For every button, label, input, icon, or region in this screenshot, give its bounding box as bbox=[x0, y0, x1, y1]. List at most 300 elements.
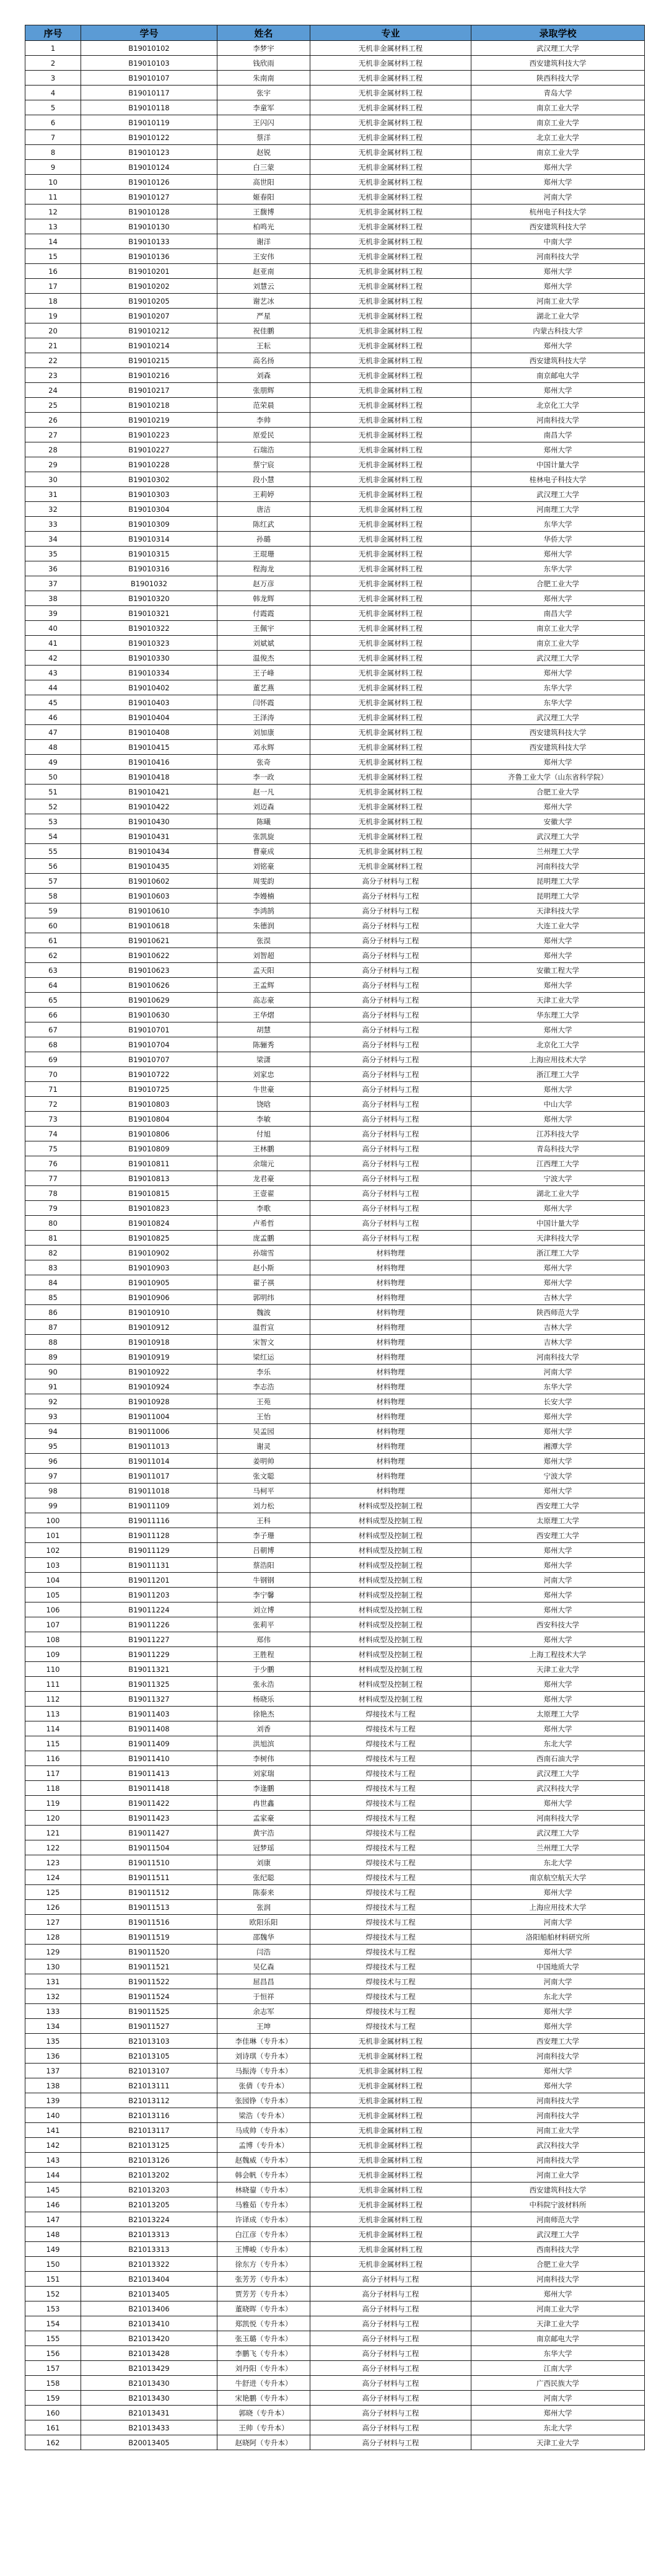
cell-admitted-school: 上海应用技术大学 bbox=[471, 1900, 645, 1915]
cell-major: 无机非金属材料工程 bbox=[310, 71, 471, 86]
cell-admitted-school: 上海应用技术大学 bbox=[471, 1052, 645, 1067]
cell-index: 156 bbox=[25, 2346, 81, 2361]
cell-index: 29 bbox=[25, 457, 81, 472]
table-row bbox=[25, 889, 645, 903]
cell-student-id: B19010622 bbox=[81, 948, 217, 963]
cell-admitted-school: 郑州大学 bbox=[471, 1275, 645, 1290]
cell-admitted-school: 天津工业大学 bbox=[471, 1662, 645, 1677]
cell-index: 8 bbox=[25, 145, 81, 160]
table-row bbox=[25, 2123, 645, 2138]
cell-index: 142 bbox=[25, 2138, 81, 2153]
cell-student-id: B19011519 bbox=[81, 1930, 217, 1945]
cell-index: 9 bbox=[25, 160, 81, 175]
cell-name: 赵万彦 bbox=[217, 576, 310, 591]
table-row bbox=[25, 2406, 645, 2420]
cell-admitted-school: 南京工业大学 bbox=[471, 100, 645, 115]
table-row bbox=[25, 1156, 645, 1171]
cell-major: 无机非金属材料工程 bbox=[310, 145, 471, 160]
cell-admitted-school: 郑州大学 bbox=[471, 1484, 645, 1498]
cell-admitted-school: 河南科技大学 bbox=[471, 2108, 645, 2123]
cell-name: 石瑞浩 bbox=[217, 442, 310, 457]
cell-name: 于恒祥 bbox=[217, 1989, 310, 2004]
cell-admitted-school: 河南大学 bbox=[471, 190, 645, 204]
cell-student-id: B19010905 bbox=[81, 1275, 217, 1290]
cell-index: 74 bbox=[25, 1127, 81, 1141]
cell-admitted-school: 南昌大学 bbox=[471, 428, 645, 442]
cell-index: 93 bbox=[25, 1409, 81, 1424]
cell-student-id: B19010603 bbox=[81, 889, 217, 903]
cell-major: 高分子材料与工程 bbox=[310, 2435, 471, 2450]
cell-student-id: B19010811 bbox=[81, 1156, 217, 1171]
cell-student-id: B19011524 bbox=[81, 1989, 217, 2004]
cell-name: 陈红武 bbox=[217, 517, 310, 532]
table-row bbox=[25, 1558, 645, 1573]
table-row bbox=[25, 1736, 645, 1751]
table-row bbox=[25, 829, 645, 844]
table-row bbox=[25, 1885, 645, 1900]
table-row bbox=[25, 2346, 645, 2361]
cell-student-id: B19010212 bbox=[81, 323, 217, 338]
cell-student-id: B21013429 bbox=[81, 2361, 217, 2376]
cell-admitted-school: 湖北工业大学 bbox=[471, 309, 645, 323]
cell-name: 陈泰来 bbox=[217, 1885, 310, 1900]
table-row bbox=[25, 2257, 645, 2272]
cell-major: 高分子材料与工程 bbox=[310, 1082, 471, 1097]
cell-admitted-school: 郑州大学 bbox=[471, 442, 645, 457]
cell-name: 郭晓（专升本） bbox=[217, 2406, 310, 2420]
table-row bbox=[25, 785, 645, 799]
table-row bbox=[25, 1320, 645, 1335]
cell-admitted-school: 东华大学 bbox=[471, 1379, 645, 1394]
cell-index: 24 bbox=[25, 383, 81, 398]
cell-index: 76 bbox=[25, 1156, 81, 1171]
cell-name: 吴亿森 bbox=[217, 1959, 310, 1974]
cell-major: 无机非金属材料工程 bbox=[310, 606, 471, 621]
cell-student-id: B19011403 bbox=[81, 1707, 217, 1721]
cell-name: 王壹翟 bbox=[217, 1186, 310, 1201]
cell-student-id: B21013126 bbox=[81, 2153, 217, 2168]
cell-name: 王怡 bbox=[217, 1409, 310, 1424]
table-row bbox=[25, 2301, 645, 2316]
table-row bbox=[25, 1186, 645, 1201]
table-row bbox=[25, 353, 645, 368]
cell-name: 朱南南 bbox=[217, 71, 310, 86]
table-row bbox=[25, 740, 645, 755]
cell-major: 材料成型及控制工程 bbox=[310, 1677, 471, 1692]
cell-student-id: B19010217 bbox=[81, 383, 217, 398]
cell-major: 无机非金属材料工程 bbox=[310, 2257, 471, 2272]
cell-admitted-school: 郑州大学 bbox=[471, 279, 645, 294]
cell-index: 133 bbox=[25, 2004, 81, 2019]
cell-index: 18 bbox=[25, 294, 81, 309]
cell-name: 胡慧 bbox=[217, 1022, 310, 1037]
table-row bbox=[25, 1945, 645, 1959]
cell-major: 高分子材料与工程 bbox=[310, 903, 471, 918]
cell-index: 129 bbox=[25, 1945, 81, 1959]
cell-major: 无机非金属材料工程 bbox=[310, 204, 471, 219]
cell-major: 材料成型及控制工程 bbox=[310, 1617, 471, 1632]
cell-name: 卢希哲 bbox=[217, 1216, 310, 1231]
cell-admitted-school: 郑州大学 bbox=[471, 1201, 645, 1216]
cell-index: 53 bbox=[25, 814, 81, 829]
cell-major: 材料物理 bbox=[310, 1469, 471, 1484]
cell-name: 王坤 bbox=[217, 2019, 310, 2034]
table-row bbox=[25, 2004, 645, 2019]
cell-major: 焊接技术与工程 bbox=[310, 1751, 471, 1766]
cell-admitted-school: 郑州大学 bbox=[471, 799, 645, 814]
cell-name: 钱欣雨 bbox=[217, 56, 310, 71]
cell-admitted-school: 内蒙古科技大学 bbox=[471, 323, 645, 338]
cell-index: 78 bbox=[25, 1186, 81, 1201]
cell-student-id: B19011418 bbox=[81, 1781, 217, 1796]
cell-major: 材料物理 bbox=[310, 1424, 471, 1439]
cell-admitted-school: 郑州大学 bbox=[471, 175, 645, 190]
cell-major: 材料物理 bbox=[310, 1335, 471, 1350]
cell-index: 22 bbox=[25, 353, 81, 368]
table-row bbox=[25, 457, 645, 472]
cell-name: 许译成（专升本） bbox=[217, 2212, 310, 2227]
cell-admitted-school: 南京工业大学 bbox=[471, 621, 645, 636]
table-row bbox=[25, 383, 645, 398]
cell-student-id: B21013224 bbox=[81, 2212, 217, 2227]
cell-student-id: B19010912 bbox=[81, 1320, 217, 1335]
cell-admitted-school: 郑州大学 bbox=[471, 1409, 645, 1424]
cell-student-id: B19010315 bbox=[81, 547, 217, 561]
cell-name: 蔡洋 bbox=[217, 130, 310, 145]
cell-student-id: B19010207 bbox=[81, 309, 217, 323]
cell-major: 无机非金属材料工程 bbox=[310, 666, 471, 680]
cell-name: 刘香 bbox=[217, 1721, 310, 1736]
cell-major: 无机非金属材料工程 bbox=[310, 2242, 471, 2257]
cell-admitted-school: 吉林大学 bbox=[471, 1290, 645, 1305]
cell-student-id: B19010321 bbox=[81, 606, 217, 621]
cell-name: 孙璐 bbox=[217, 532, 310, 547]
cell-major: 材料物理 bbox=[310, 1379, 471, 1394]
cell-student-id: B21013420 bbox=[81, 2331, 217, 2346]
cell-student-id: B19011521 bbox=[81, 1959, 217, 1974]
cell-admitted-school: 杭州电子科技大学 bbox=[471, 204, 645, 219]
header-row bbox=[25, 25, 645, 41]
cell-student-id: B19010408 bbox=[81, 725, 217, 740]
cell-admitted-school: 武汉科技大学 bbox=[471, 2138, 645, 2153]
cell-name: 梁潇 bbox=[217, 1052, 310, 1067]
table-row bbox=[25, 1781, 645, 1796]
cell-major: 高分子材料与工程 bbox=[310, 1216, 471, 1231]
table-row bbox=[25, 1870, 645, 1885]
cell-admitted-school: 郑州大学 bbox=[471, 1588, 645, 1602]
table-row bbox=[25, 933, 645, 948]
cell-student-id: B19010804 bbox=[81, 1112, 217, 1127]
table-row bbox=[25, 1959, 645, 1974]
cell-student-id: B19010602 bbox=[81, 874, 217, 889]
admissions-table bbox=[25, 25, 645, 2450]
table-row bbox=[25, 770, 645, 785]
cell-admitted-school: 西安理工大学 bbox=[471, 1498, 645, 1513]
cell-index: 15 bbox=[25, 249, 81, 264]
table-row bbox=[25, 2287, 645, 2301]
cell-name: 王林鹏 bbox=[217, 1141, 310, 1156]
cell-name: 刘力松 bbox=[217, 1498, 310, 1513]
cell-admitted-school: 河南科技大学 bbox=[471, 1811, 645, 1826]
cell-index: 59 bbox=[25, 903, 81, 918]
cell-name: 庞孟鹏 bbox=[217, 1231, 310, 1246]
table-row bbox=[25, 725, 645, 740]
cell-student-id: B19010704 bbox=[81, 1037, 217, 1052]
table-row bbox=[25, 130, 645, 145]
cell-student-id: B19010922 bbox=[81, 1365, 217, 1379]
cell-major: 无机非金属材料工程 bbox=[310, 770, 471, 785]
table-row bbox=[25, 2227, 645, 2242]
table-row bbox=[25, 2078, 645, 2093]
cell-index: 121 bbox=[25, 1826, 81, 1840]
table-row bbox=[25, 1796, 645, 1811]
cell-name: 余志军 bbox=[217, 2004, 310, 2019]
cell-index: 105 bbox=[25, 1588, 81, 1602]
cell-index: 96 bbox=[25, 1454, 81, 1469]
cell-major: 无机非金属材料工程 bbox=[310, 2197, 471, 2212]
cell-index: 67 bbox=[25, 1022, 81, 1037]
cell-name: 徐东方（专升本） bbox=[217, 2257, 310, 2272]
cell-name: 张芳芳（专升本） bbox=[217, 2272, 310, 2287]
cell-index: 32 bbox=[25, 502, 81, 517]
cell-name: 白江彦（专升本） bbox=[217, 2227, 310, 2242]
cell-major: 高分子材料与工程 bbox=[310, 889, 471, 903]
cell-student-id: B19010906 bbox=[81, 1290, 217, 1305]
cell-major: 高分子材料与工程 bbox=[310, 1231, 471, 1246]
cell-name: 王博峻（专升本） bbox=[217, 2242, 310, 2257]
cell-index: 118 bbox=[25, 1781, 81, 1796]
cell-major: 无机非金属材料工程 bbox=[310, 442, 471, 457]
table-row bbox=[25, 1424, 645, 1439]
cell-index: 127 bbox=[25, 1915, 81, 1930]
cell-student-id: B19010304 bbox=[81, 502, 217, 517]
table-body bbox=[25, 41, 645, 2450]
cell-admitted-school: 西安建筑科技大学 bbox=[471, 740, 645, 755]
table-row bbox=[25, 1692, 645, 1707]
cell-student-id: B19011325 bbox=[81, 1677, 217, 1692]
cell-admitted-school: 南京工业大学 bbox=[471, 115, 645, 130]
cell-index: 75 bbox=[25, 1141, 81, 1156]
cell-admitted-school: 南京工业大学 bbox=[471, 145, 645, 160]
cell-admitted-school: 河南科技大学 bbox=[471, 2093, 645, 2108]
cell-admitted-school: 河南大学 bbox=[471, 1365, 645, 1379]
cell-student-id: B19011131 bbox=[81, 1558, 217, 1573]
cell-admitted-school: 安徽大学 bbox=[471, 814, 645, 829]
cell-student-id: B21013428 bbox=[81, 2346, 217, 2361]
cell-student-id: B19011422 bbox=[81, 1796, 217, 1811]
table-row bbox=[25, 1394, 645, 1409]
cell-student-id: B19010919 bbox=[81, 1350, 217, 1365]
cell-index: 158 bbox=[25, 2376, 81, 2391]
cell-name: 欧阳乐阳 bbox=[217, 1915, 310, 1930]
cell-name: 李敏 bbox=[217, 1112, 310, 1127]
table-row bbox=[25, 814, 645, 829]
cell-name: 余瑞元 bbox=[217, 1156, 310, 1171]
cell-index: 34 bbox=[25, 532, 81, 547]
cell-student-id: B19010431 bbox=[81, 829, 217, 844]
cell-student-id: B19010128 bbox=[81, 204, 217, 219]
cell-name: 张宇 bbox=[217, 86, 310, 100]
cell-student-id: B19010725 bbox=[81, 1082, 217, 1097]
cell-name: 曹豪成 bbox=[217, 844, 310, 859]
cell-admitted-school: 郑州大学 bbox=[471, 591, 645, 606]
cell-student-id: B19011511 bbox=[81, 1870, 217, 1885]
cell-major: 材料物理 bbox=[310, 1320, 471, 1335]
table-row bbox=[25, 621, 645, 636]
cell-major: 焊接技术与工程 bbox=[310, 1930, 471, 1945]
cell-major: 材料物理 bbox=[310, 1305, 471, 1320]
table-row bbox=[25, 1617, 645, 1632]
cell-admitted-school: 浙江理工大学 bbox=[471, 1246, 645, 1260]
cell-name: 韩会帆（专升本） bbox=[217, 2168, 310, 2183]
cell-major: 无机非金属材料工程 bbox=[310, 695, 471, 710]
table-row bbox=[25, 2316, 645, 2331]
cell-major: 材料成型及控制工程 bbox=[310, 1662, 471, 1677]
cell-admitted-school: 中国地质大学 bbox=[471, 1959, 645, 1974]
cell-major: 高分子材料与工程 bbox=[310, 1201, 471, 1216]
cell-admitted-school: 郑州大学 bbox=[471, 1632, 645, 1647]
cell-name: 谢灵 bbox=[217, 1439, 310, 1454]
table-row bbox=[25, 41, 645, 56]
cell-index: 82 bbox=[25, 1246, 81, 1260]
cell-index: 39 bbox=[25, 606, 81, 621]
table-row bbox=[25, 428, 645, 442]
cell-index: 16 bbox=[25, 264, 81, 279]
cell-student-id: B19010722 bbox=[81, 1067, 217, 1082]
cell-major: 无机非金属材料工程 bbox=[310, 41, 471, 56]
cell-major: 高分子材料与工程 bbox=[310, 2376, 471, 2391]
cell-index: 157 bbox=[25, 2361, 81, 2376]
cell-name: 王子峰 bbox=[217, 666, 310, 680]
cell-index: 124 bbox=[25, 1870, 81, 1885]
cell-major: 材料成型及控制工程 bbox=[310, 1692, 471, 1707]
cell-major: 无机非金属材料工程 bbox=[310, 2227, 471, 2242]
table-row bbox=[25, 1989, 645, 2004]
cell-name: 牛世豪 bbox=[217, 1082, 310, 1097]
cell-student-id: B19010124 bbox=[81, 160, 217, 175]
table-row bbox=[25, 948, 645, 963]
cell-student-id: B19010205 bbox=[81, 294, 217, 309]
table-row bbox=[25, 2019, 645, 2034]
cell-student-id: B19010404 bbox=[81, 710, 217, 725]
cell-name: 刘智超 bbox=[217, 948, 310, 963]
cell-name: 王帅（专升本） bbox=[217, 2420, 310, 2435]
cell-name: 牛舒进（专升本） bbox=[217, 2376, 310, 2391]
cell-admitted-school: 合肥工业大学 bbox=[471, 785, 645, 799]
cell-index: 139 bbox=[25, 2093, 81, 2108]
table-row bbox=[25, 56, 645, 71]
table-row bbox=[25, 2153, 645, 2168]
cell-index: 58 bbox=[25, 889, 81, 903]
cell-name: 唐洁 bbox=[217, 502, 310, 517]
cell-index: 68 bbox=[25, 1037, 81, 1052]
cell-major: 高分子材料与工程 bbox=[310, 2316, 471, 2331]
cell-admitted-school: 东北大学 bbox=[471, 2420, 645, 2435]
cell-admitted-school: 河南工业大学 bbox=[471, 2301, 645, 2316]
table-row bbox=[25, 1662, 645, 1677]
cell-name: 屈昌昌 bbox=[217, 1974, 310, 1989]
cell-admitted-school: 河南大学 bbox=[471, 2391, 645, 2406]
cell-student-id: B19010320 bbox=[81, 591, 217, 606]
table-row bbox=[25, 1379, 645, 1394]
cell-admitted-school: 南京航空航天大学 bbox=[471, 1870, 645, 1885]
cell-admitted-school: 青岛大学 bbox=[471, 86, 645, 100]
table-row bbox=[25, 2183, 645, 2197]
cell-student-id: B19011520 bbox=[81, 1945, 217, 1959]
cell-index: 43 bbox=[25, 666, 81, 680]
table-row bbox=[25, 1052, 645, 1067]
cell-admitted-school: 河南科技大学 bbox=[471, 1350, 645, 1365]
cell-major: 无机非金属材料工程 bbox=[310, 309, 471, 323]
cell-name: 刘森 bbox=[217, 368, 310, 383]
cell-name: 张倩（专升本） bbox=[217, 2078, 310, 2093]
table-row bbox=[25, 2391, 645, 2406]
table-row bbox=[25, 264, 645, 279]
cell-index: 92 bbox=[25, 1394, 81, 1409]
cell-index: 111 bbox=[25, 1677, 81, 1692]
cell-major: 无机非金属材料工程 bbox=[310, 799, 471, 814]
cell-student-id: B19010219 bbox=[81, 413, 217, 428]
table-row bbox=[25, 2212, 645, 2227]
cell-student-id: B19010314 bbox=[81, 532, 217, 547]
cell-name: 王泽涛 bbox=[217, 710, 310, 725]
cell-admitted-school: 西安理工大学 bbox=[471, 1528, 645, 1543]
cell-index: 21 bbox=[25, 338, 81, 353]
cell-name: 张文聪 bbox=[217, 1469, 310, 1484]
cell-admitted-school: 南昌大学 bbox=[471, 606, 645, 621]
cell-name: 冉世鑫 bbox=[217, 1796, 310, 1811]
header-index: 序号 bbox=[25, 25, 81, 41]
cell-index: 37 bbox=[25, 576, 81, 591]
cell-index: 115 bbox=[25, 1736, 81, 1751]
cell-name: 马振涛（专升本） bbox=[217, 2064, 310, 2078]
table-row bbox=[25, 86, 645, 100]
cell-major: 无机非金属材料工程 bbox=[310, 2183, 471, 2197]
cell-name: 王馥博 bbox=[217, 204, 310, 219]
cell-index: 150 bbox=[25, 2257, 81, 2272]
cell-major: 高分子材料与工程 bbox=[310, 1097, 471, 1112]
table-row bbox=[25, 1974, 645, 1989]
cell-major: 高分子材料与工程 bbox=[310, 1186, 471, 1201]
cell-student-id: B19011128 bbox=[81, 1528, 217, 1543]
cell-name: 赵小斯 bbox=[217, 1260, 310, 1275]
cell-student-id: B19010701 bbox=[81, 1022, 217, 1037]
cell-major: 高分子材料与工程 bbox=[310, 2301, 471, 2316]
cell-major: 无机非金属材料工程 bbox=[310, 547, 471, 561]
cell-student-id: B19010418 bbox=[81, 770, 217, 785]
cell-student-id: B19010123 bbox=[81, 145, 217, 160]
cell-student-id: B19010403 bbox=[81, 695, 217, 710]
cell-major: 高分子材料与工程 bbox=[310, 1127, 471, 1141]
table-row bbox=[25, 844, 645, 859]
cell-student-id: B21013202 bbox=[81, 2168, 217, 2183]
cell-name: 于少鹏 bbox=[217, 1662, 310, 1677]
cell-admitted-school: 湘潭大学 bbox=[471, 1439, 645, 1454]
table-row bbox=[25, 100, 645, 115]
cell-admitted-school: 东华大学 bbox=[471, 2346, 645, 2361]
cell-name: 李嫚楠 bbox=[217, 889, 310, 903]
cell-student-id: B21013322 bbox=[81, 2257, 217, 2272]
cell-student-id: B19011227 bbox=[81, 1632, 217, 1647]
cell-major: 无机非金属材料工程 bbox=[310, 532, 471, 547]
cell-major: 无机非金属材料工程 bbox=[310, 755, 471, 770]
cell-admitted-school: 武汉科技大学 bbox=[471, 1781, 645, 1796]
cell-index: 77 bbox=[25, 1171, 81, 1186]
table-row bbox=[25, 2272, 645, 2287]
cell-index: 45 bbox=[25, 695, 81, 710]
cell-student-id: B21013313 bbox=[81, 2242, 217, 2257]
header-name: 姓名 bbox=[217, 25, 310, 41]
